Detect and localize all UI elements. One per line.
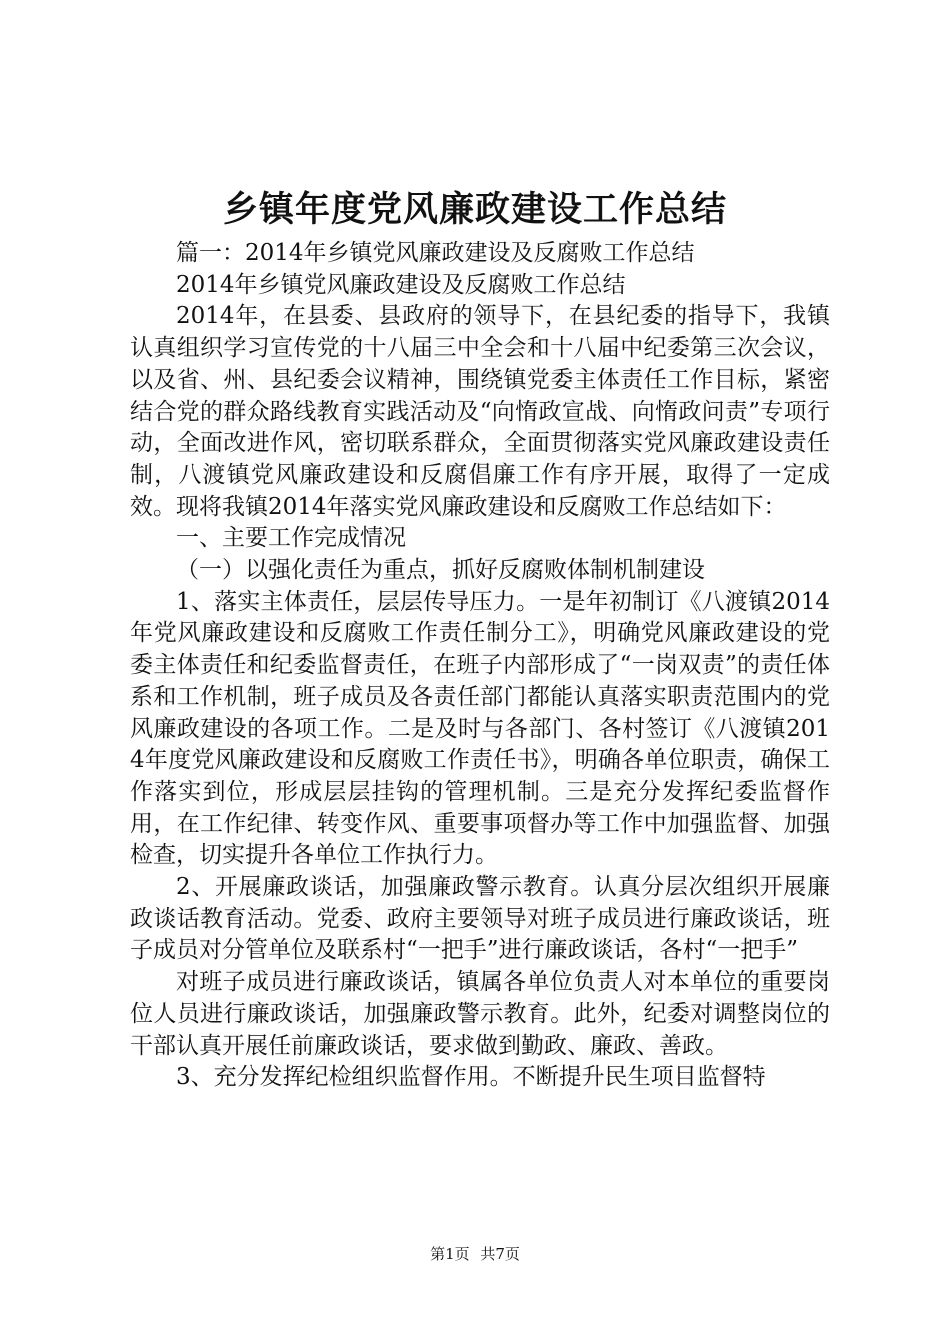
page-number: 第1页 xyxy=(430,1245,470,1263)
paragraph-intro: 2014年，在县委、县政府的领导下，在县纪委的指导下，我镇认真组织学习宣传党的十八届三中全会和十八届中纪委第三次会议，以及省、州、县纪委会议精神，围绕镇党委主体责任工作目标，紧密结合党的群众路线教育实践活动及“向惰政宣战、向惰政问责”专项行动，全面改进作风，密切联系群众，全面贯彻落实党风廉政建设责任制，八渡镇党风廉政建设和反腐倡廉工作有序开展，取得了一定成效。现将我镇2014年落实党风廉政建设和反腐败工作总结如下： xyxy=(130,303,830,520)
paragraph-part-heading: 篇一：2014年乡镇党风廉政建设及反腐败工作总结 xyxy=(176,240,695,266)
document-body xyxy=(130,238,830,1094)
paragraph-item-2-continued: 对班子成员进行廉政谈话，镇属各单位负责人对本单位的重要岗位人员进行廉政谈话，加强廉政警示教育。此外，纪委对调整岗位的干部认真开展任前廉政谈话，要求做到勤政、廉政、善政。 xyxy=(130,969,830,1059)
page-footer xyxy=(0,1244,950,1264)
paragraph-item-2: 2、开展廉政谈话，加强廉政警示教育。认真分层次组织开展廉政谈话教育活动。党委、政府主要领导对班子成员进行廉政谈话，班子成员对分管单位及联系村“一把手”进行廉政谈话，各村“一把手” xyxy=(130,874,830,964)
paragraph-section-heading: 一、主要工作完成情况 xyxy=(176,525,406,552)
paragraph-subsection-heading: （一）以强化责任为重点，抓好反腐败体制机制建设 xyxy=(176,557,705,584)
paragraph-item-3: 3、充分发挥纪检组织监督作用。不断提升民生项目监督特 xyxy=(176,1064,766,1091)
page-total: 共7页 xyxy=(480,1245,520,1263)
document-title: 乡镇年度党风廉政建设工作总结 xyxy=(222,189,727,230)
paragraph-subtitle: 2014年乡镇党风廉政建设及反腐败工作总结 xyxy=(176,271,626,298)
paragraph-item-1: 1、落实主体责任，层层传导压力。一是年初制订《八渡镇2014年党风廉政建设和反腐败工作责任制分工》，明确党风廉政建设的党委主体责任和纪委监督责任，在班子内部形成了“一岗双责”的责任体系和工作机制，班子成员及各责任部门都能认真落实职责范围内的党风廉政建设的各项工作。二是及时与各部门、各村签订《八渡镇2014年度党风廉政建设和反腐败工作责任书》，明确各单位职责，确保工作落实到位，形成层层挂钩的管理机制。三是充分发挥纪委监督作用，在工作纪律、转变作风、重要事项督办等工作中加强监督、加强检查，切实提升各单位工作执行力。 xyxy=(130,588,830,869)
